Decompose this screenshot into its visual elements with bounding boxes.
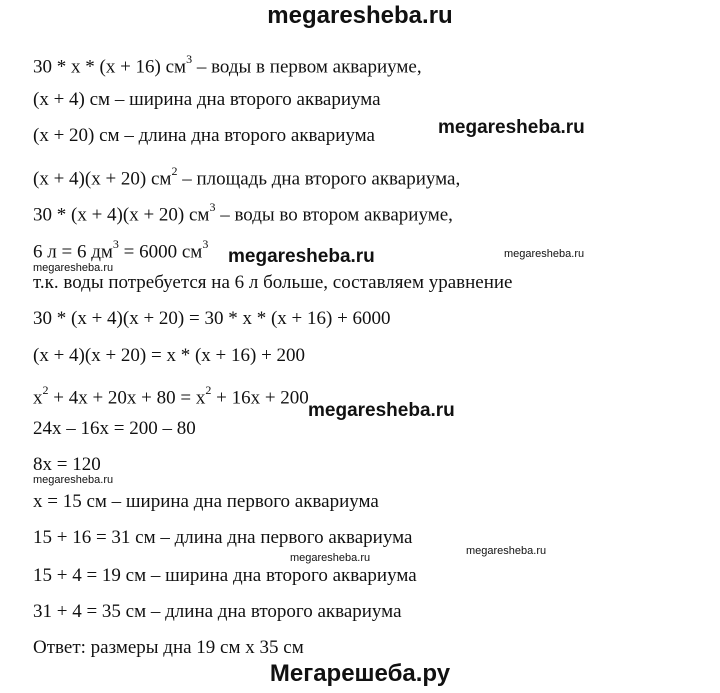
solution-line-15: 15 + 4 = 19 см – ширина дна второго аквариума [33,565,417,586]
solution-line-1: 30 * x * (x + 16) $см^3$ – воды в первом аквариуме, [33,52,422,78]
solution-line-16: 31 + 4 = 35 см – длина дна второго аквариума [33,601,402,622]
watermark: megaresheba.ru [466,545,547,557]
solution-line-5: 30 * (x + 4)(x + 20) $см^3$ – воды во втором аквариуме, [33,200,453,226]
solution-line-10: $x^2 + 4x + 20x + 80 = x^2 + 16x + 200$ [33,383,309,409]
solution-line-7: т.к. воды потребуется на 6 л больше, составляем уравнение [33,272,513,293]
watermark: megaresheba.ru [33,474,114,486]
solution-line-6: 6 л = 6 $дм^3 = 6000$ $см^3$ [33,237,209,263]
solution-line-14: 15 + 16 = 31 см – длина дна первого аквариума [33,527,413,548]
solution-line-12: 8x = 120 [33,454,101,475]
solution-line-3: (x + 20) см – длина дна второго аквариума [33,125,375,146]
watermark: megaresheba.ru [438,117,585,138]
watermark: megaresheba.ru [33,262,114,274]
solution-line-13: x = 15 см – ширина дна первого аквариума [33,491,379,512]
solution-line-4: (x + 4)(x + 20) $см^2$ – площадь дна второго аквариума, [33,164,461,190]
watermark: megaresheba.ru [290,552,371,564]
watermark: megaresheba.ru [308,400,455,421]
watermark: megaresheba.ru [228,246,375,267]
solution-line-11: 24x – 16x = 200 – 80 [33,418,196,439]
solution-line-8: 30 * (x + 4)(x + 20) = 30 * x * (x + 16) + 6000 [33,308,391,329]
site-footer: Мегарешеба.ру [269,660,451,687]
solution-line-2: (x + 4) см – ширина дна второго аквариума [33,89,381,110]
solution-line-17: Ответ: размеры дна 19 см х 35 см [33,637,304,658]
site-header: megaresheba.ru [267,2,453,29]
solution-line-9: (x + 4)(x + 20) = x * (x + 16) + 200 [33,345,306,366]
watermark: megaresheba.ru [504,248,585,260]
